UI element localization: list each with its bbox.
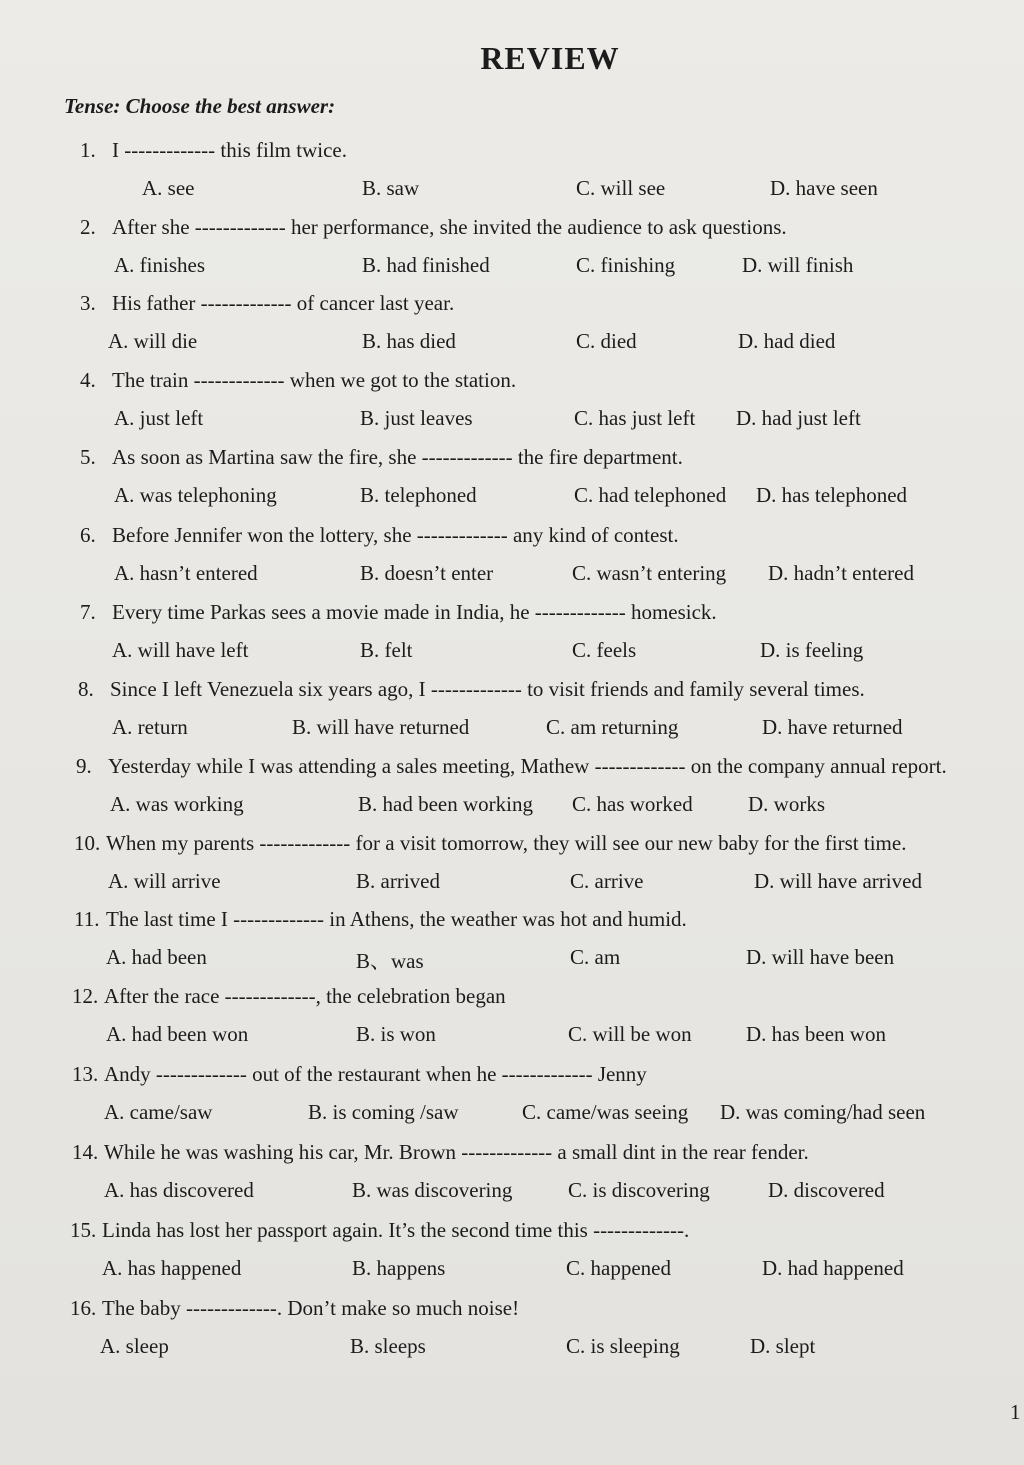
question-number: 6. — [80, 523, 96, 547]
answer-option-d[interactable]: D. will finish — [742, 253, 854, 277]
question-1 — [80, 138, 347, 163]
question-13 — [72, 1062, 647, 1087]
answer-option-a[interactable]: A. see — [142, 176, 195, 200]
question-number: 8. — [78, 677, 94, 701]
answer-option-b[interactable]: B. is won — [356, 1022, 436, 1046]
answer-option-d[interactable]: D. works — [748, 792, 825, 816]
page-title: REVIEW — [480, 40, 620, 76]
answer-option-d[interactable]: D. slept — [750, 1334, 816, 1358]
answer-option-a[interactable]: A. sleep — [100, 1334, 169, 1358]
question-text: The last time I ------------- in Athens, the weather was hot and humid. — [106, 907, 687, 931]
question-number: 9. — [76, 754, 92, 778]
question-text: I ------------- this film twice. — [112, 138, 347, 162]
answer-option-d[interactable]: D. is feeling — [760, 638, 864, 662]
answer-option-c[interactable]: C. am — [570, 945, 621, 969]
answer-option-c[interactable]: C. died — [576, 329, 637, 353]
answer-option-a[interactable]: A. just left — [114, 406, 204, 430]
answer-option-c[interactable]: C. will see — [576, 176, 666, 200]
question-text: When my parents ------------- for a visit tomorrow, they will see our new baby for the first time. — [106, 831, 907, 855]
question-text: Before Jennifer won the lottery, she ------------- any kind of contest. — [112, 523, 679, 547]
question-text: His father ------------- of cancer last year. — [112, 291, 455, 315]
question-number: 12. — [72, 984, 99, 1008]
answer-option-b[interactable]: B. saw — [362, 176, 420, 200]
question-number: 15. — [70, 1218, 97, 1242]
question-15 — [70, 1218, 689, 1243]
question-text: As soon as Martina saw the fire, she ------------- the fire department. — [112, 445, 683, 469]
question-number: 2. — [80, 215, 96, 239]
answer-option-b[interactable]: B. has died — [362, 329, 456, 353]
question-14 — [72, 1140, 809, 1165]
answer-option-c[interactable]: C. will be won — [568, 1022, 692, 1046]
answer-option-d[interactable]: D. has telephoned — [756, 483, 908, 507]
question-6 — [80, 523, 679, 548]
question-number: 11. — [74, 907, 100, 931]
answer-option-b[interactable]: B. felt — [360, 638, 413, 662]
answer-option-b[interactable]: B、was — [356, 949, 424, 973]
answer-option-a[interactable]: A. will have left — [112, 638, 249, 662]
question-2 — [80, 215, 787, 240]
question-text: Andy ------------- out of the restaurant when he ------------- Jenny — [104, 1062, 647, 1086]
answer-option-c[interactable]: C. had telephoned — [574, 483, 727, 507]
question-text: Yesterday while I was attending a sales meeting, Mathew ------------- on the company annual report. — [108, 754, 947, 778]
question-number: 14. — [72, 1140, 99, 1164]
answer-option-a[interactable]: A. hasn’t entered — [114, 561, 258, 585]
answer-option-d[interactable]: D. have returned — [762, 715, 903, 739]
question-text: While he was washing his car, Mr. Brown ------------- a small dint in the rear fender. — [104, 1140, 809, 1164]
answer-option-a[interactable]: A. finishes — [114, 253, 205, 277]
question-number: 1. — [80, 138, 96, 162]
question-5 — [80, 445, 683, 470]
section-heading: Tense: Choose the best answer: — [64, 94, 336, 118]
question-text: Linda has lost her passport again. It’s the second time this -------------. — [102, 1218, 690, 1242]
question-text: After the race -------------, the celebration began — [104, 984, 506, 1008]
question-16 — [70, 1296, 519, 1321]
answer-option-c[interactable]: C. is sleeping — [566, 1334, 680, 1358]
question-9 — [76, 754, 947, 779]
answer-option-d[interactable]: D. have seen — [770, 176, 878, 200]
question-number: 7. — [80, 600, 96, 624]
answer-option-a[interactable]: A. was telephoning — [114, 483, 277, 507]
answer-option-c[interactable]: C. am returning — [546, 715, 679, 739]
page-number: 1 — [1010, 1400, 1021, 1424]
answer-option-b[interactable]: B. doesn’t enter — [360, 561, 494, 585]
answer-option-d[interactable]: D. had just left — [736, 406, 861, 430]
question-text: The train ------------- when we got to the station. — [112, 368, 517, 392]
question-12 — [72, 984, 506, 1009]
answer-option-d[interactable]: D. had died — [738, 329, 836, 353]
question-10 — [74, 831, 906, 856]
answer-option-a[interactable]: A. will arrive — [108, 869, 221, 893]
answer-option-a[interactable]: A. was working — [110, 792, 244, 816]
answer-option-d[interactable]: D. will have been — [746, 945, 895, 969]
question-11 — [74, 907, 687, 932]
answer-option-a[interactable]: A. has discovered — [104, 1178, 254, 1202]
answer-option-b[interactable]: B. arrived — [356, 869, 440, 893]
answer-option-d[interactable]: D. was coming/had seen — [720, 1100, 926, 1124]
answer-option-d[interactable]: D. will have arrived — [754, 869, 922, 893]
question-number: 16. — [70, 1296, 97, 1320]
answer-option-a[interactable]: A. came/saw — [104, 1100, 213, 1124]
answer-option-d[interactable]: D. hadn’t entered — [768, 561, 914, 585]
question-4 — [80, 368, 516, 393]
answer-option-c[interactable]: C. has just left — [574, 406, 696, 430]
answer-option-b[interactable]: B. had finished — [362, 253, 490, 277]
answer-option-c[interactable]: C. wasn’t entering — [572, 561, 727, 585]
answer-option-b[interactable]: B. was discovering — [352, 1178, 513, 1202]
question-8 — [78, 677, 865, 702]
question-number: 13. — [72, 1062, 99, 1086]
question-number: 10. — [74, 831, 101, 855]
question-text: After she ------------- her performance, she invited the audience to ask questions. — [112, 215, 787, 239]
answer-option-a[interactable]: A. return — [112, 715, 188, 739]
question-number: 5. — [80, 445, 96, 469]
answer-option-b[interactable]: B. telephoned — [360, 483, 477, 507]
answer-option-b[interactable]: B. is coming /saw — [308, 1100, 459, 1124]
answer-option-b[interactable]: B. will have returned — [292, 715, 470, 739]
question-7 — [80, 600, 717, 625]
answer-option-a[interactable]: A. has happened — [102, 1256, 242, 1280]
answer-option-c[interactable]: C. arrive — [570, 869, 644, 893]
question-number: 3. — [80, 291, 96, 315]
answer-option-b[interactable]: B. happens — [352, 1256, 446, 1280]
answer-option-c[interactable]: C. feels — [572, 638, 637, 662]
answer-option-a[interactable]: A. had been — [106, 945, 207, 969]
question-text: Since I left Venezuela six years ago, I ------------- to visit friends and family several times. — [110, 677, 865, 701]
answer-option-b[interactable]: B. just leaves — [360, 406, 473, 430]
answer-option-d[interactable]: D. discovered — [768, 1178, 885, 1202]
answer-option-a[interactable]: A. had been won — [106, 1022, 249, 1046]
answer-option-b[interactable]: B. sleeps — [350, 1334, 426, 1358]
answer-option-d[interactable]: D. has been won — [746, 1022, 886, 1046]
question-text: The baby -------------. Don’t make so much noise! — [102, 1296, 520, 1320]
answer-option-c[interactable]: C. happened — [566, 1256, 671, 1280]
answer-option-c[interactable]: C. is discovering — [568, 1178, 710, 1202]
question-text: Every time Parkas sees a movie made in India, he ------------- homesick. — [112, 600, 717, 624]
answer-option-c[interactable]: C. finishing — [576, 253, 676, 277]
answer-option-d[interactable]: D. had happened — [762, 1256, 904, 1280]
answer-option-c[interactable]: C. has worked — [572, 792, 693, 816]
question-number: 4. — [80, 368, 96, 392]
answer-option-a[interactable]: A. will die — [108, 329, 198, 353]
question-3 — [80, 291, 454, 316]
answer-option-b[interactable]: B. had been working — [358, 792, 533, 816]
answer-option-c[interactable]: C. came/was seeing — [522, 1100, 689, 1124]
